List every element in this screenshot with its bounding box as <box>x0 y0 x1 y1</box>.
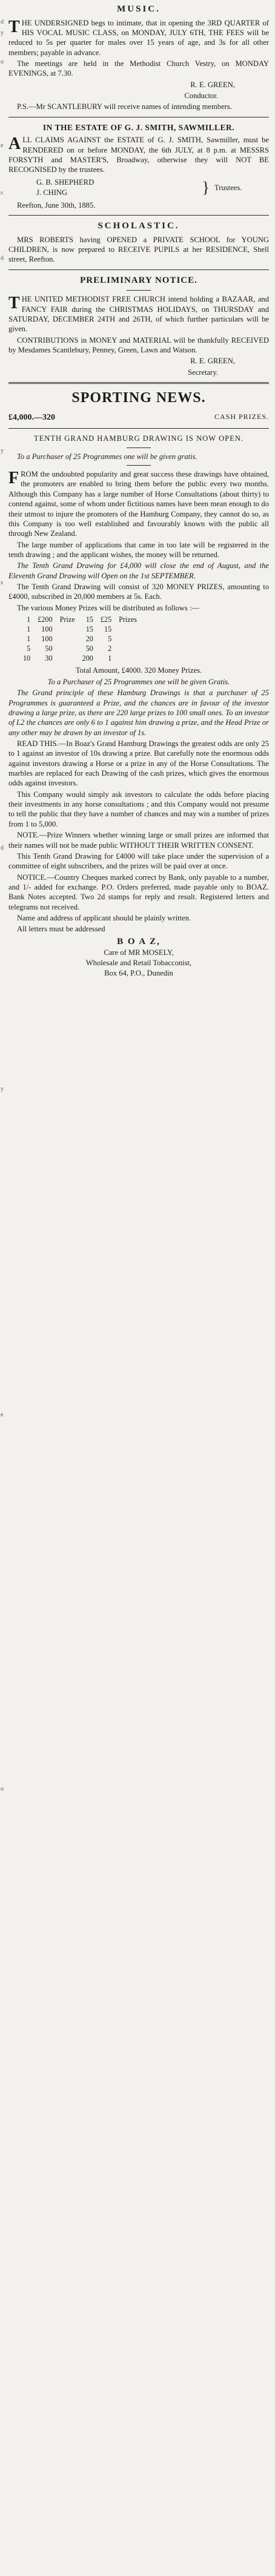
prize-headline <box>8 412 269 423</box>
prize-cell <box>56 654 79 664</box>
music-drop-cap: T <box>8 17 20 36</box>
gutter-mark: y <box>1 1086 4 1092</box>
notice-signature: R. E. GREEN, <box>190 357 235 366</box>
bazaar-notice <box>8 275 269 377</box>
prize-cell: 1 <box>27 615 31 624</box>
sporting-para: NOTE.—Prize Winners whether winning large or small prizes are informed that their names will not be made public WITHOUT THEIR WRITTEN CONSENT. <box>8 831 269 850</box>
prize-cell <box>56 644 79 654</box>
address-line: Care of MR MOSELY, <box>104 948 174 957</box>
divider <box>8 215 269 216</box>
prize-cell: £200 <box>38 615 53 624</box>
prize-cell: 5 <box>27 644 31 653</box>
sporting-para: Name and address of applicant should be plainly written. <box>17 914 191 923</box>
short-divider <box>127 465 151 466</box>
brace-glyph: } <box>202 178 210 196</box>
estate-notice <box>8 122 269 210</box>
prize-cell: 15 <box>85 625 93 634</box>
trustees-block <box>8 177 269 198</box>
address-block <box>8 936 269 979</box>
address-line: Box 64, P.O., Dunedin <box>104 969 173 978</box>
prize-cell <box>115 644 141 654</box>
prize-cell: 15 <box>85 615 93 624</box>
prize-cell: Prizes <box>119 615 137 624</box>
sporting-para <box>8 469 269 539</box>
prize-cell: 1 <box>27 625 31 634</box>
music-heading: MUSIC. <box>117 4 161 14</box>
gutter-mark: e <box>1 1412 4 1418</box>
gutter-mark: e <box>1 142 4 149</box>
notice-contributions: CONTRIBUTIONS in MONEY and MATERIAL will be thankfully RECEIVED by Mesdames Scantlebury, Penney, Green, Lawn and Watson. <box>8 335 269 354</box>
gutter-mark: y <box>1 447 4 454</box>
prize-cell <box>56 635 79 644</box>
sporting-para: The large number of applications that came in too late will be registered in the tenth drawing ; and the applicant wishes, the money will be returned. <box>8 540 269 559</box>
prize-cell: 1 <box>27 634 31 643</box>
divider <box>8 382 269 384</box>
gutter-mark: d <box>1 255 4 262</box>
gutter-mark: o <box>1 59 4 65</box>
gutter-mark: s <box>1 190 3 196</box>
notice-heading: PRELIMINARY NOTICE. <box>80 275 197 285</box>
prize-cell <box>115 654 141 664</box>
notice-body <box>8 294 269 334</box>
prize-cell: 50 <box>45 644 53 653</box>
music-signature: R. E. GREEN, <box>190 80 235 89</box>
left-gutter-fragments <box>1 4 7 1795</box>
prize-row <box>19 615 141 625</box>
short-divider <box>127 447 151 448</box>
sporting-para-text: ROM the undoubted popularity and great success these drawings have obtained, the promoters are enabled to bring them before the public every two months. Although this Company has a large number of Horse Consultations (about thirty) to contend against, some of whom under fictitious names have been mean enough to do their utmost to injure the promoters of the Hamburg Company, they cannot do so, as this Company is too well established and favourably known with the public all through New Zealand. <box>8 470 269 538</box>
newspaper-column <box>0 4 275 2576</box>
prize-cell: 30 <box>45 653 53 662</box>
prize-cell: £25 <box>100 615 112 624</box>
gutter-mark: y <box>1 30 4 36</box>
sporting-para: All letters must be addressed <box>17 925 105 934</box>
prize-cell <box>115 635 141 644</box>
estate-body-text: LL CLAIMS AGAINST the ESTATE of G. J. SMITH, Sawmiller, must be RENDERED on or before MONDAY, the 6th JULY, at 8 p.m. at MESSRS FORSYTH and MASTER'S, Broadway, otherwise they will NOT BE RECOGNISED by the trustees. <box>8 136 269 174</box>
sporting-para: The Tenth Grand Drawing for £4,000 will close the end of August, and the Eleventh Grand Drawing will Open on the 1st SEPTEMBER. <box>8 561 269 580</box>
prize-cell: 50 <box>85 644 93 653</box>
music-postscript: P.S.—Mr SCANTLEBURY will receive names of intending members. <box>17 102 232 111</box>
scholastic-heading: SCHOLASTIC. <box>98 221 180 231</box>
music-meetings: The meetings are held in the Methodist Church Vestry, on MONDAY EVENINGS, at 7.30. <box>8 59 269 78</box>
scholastic-advert <box>8 220 269 265</box>
prize-cell: 100 <box>41 625 53 634</box>
estate-dateline: Reefton, June 30th, 1885. <box>17 200 96 210</box>
draw-title: TENTH GRAND HAMBURG DRAWING IS NOW OPEN. <box>33 434 244 443</box>
prize-table <box>19 615 141 663</box>
prize-cell: 1 <box>108 653 112 662</box>
prize-cell: 2 <box>108 644 112 653</box>
offer-line: To a Purchaser of 25 Programmes one will be given gratis. <box>17 452 197 461</box>
prize-cell <box>56 625 79 635</box>
prize-row <box>19 625 141 635</box>
music-signature-role: Conductor. <box>184 91 218 101</box>
sporting-heading: SPORTING NEWS. <box>71 390 206 406</box>
gutter-mark: s <box>1 580 3 586</box>
prize-row <box>19 635 141 644</box>
trustees-label: Trustees. <box>214 183 242 192</box>
prize-cell: 200 <box>82 653 93 662</box>
prize-amount: £4,000.—320 <box>8 413 55 423</box>
sporting-para: READ THIS.—In Boaz's Grand Hamburg Drawings the greatest odds are only 25 to 1 against an investor of 10s drawing a prize. But carefully note the enormous odds against investors drawing a Horse or a prize in any of the Horse Consultations. The marbles are replaced for each Drawing of the cash prizes, which gives the enormous odds against investors. <box>8 739 269 788</box>
prize-cell: 20 <box>85 634 93 643</box>
prize-cell: 15 <box>104 625 112 634</box>
music-body <box>8 18 269 58</box>
prize-label: CASH PRIZES. <box>214 412 269 421</box>
address-line: Wholesale and Retail Tobacconist, <box>85 959 192 968</box>
trustee-names <box>8 177 202 198</box>
music-body-text: HE UNDERSIGNED begs to intimate, that in opening the 3RD QUARTER of HIS VOCAL MUSIC CLASS, on MONDAY, JULY 6TH, THE FEES will be reduced to 5s per quarter for males over 15 years of age, and 3s for all other members; payable in advance. <box>8 18 269 57</box>
prize-row <box>19 654 141 664</box>
sporting-drop-cap: F <box>8 469 19 488</box>
sporting-para: This Company would simply ask investors to calculate the odds before placing their investments in any horse consultations ; and this Company would not presume to tell the public that they have a number of chances and may win a number of prizes from 1 to 5,000. <box>8 790 269 828</box>
scholastic-body: MRS ROBERTS having OPENED a PRIVATE SCHOOL for YOUNG CHILDREN, is now prepared to RECEIVE PUPILS at her RESIDENCE, Shell street, Reefton. <box>8 235 269 264</box>
trustee-name: J. CHING <box>36 188 68 197</box>
offer-repeat: To a Purchaser of 25 Programmes one will be given Gratis. <box>47 677 230 686</box>
trustee-name: G. B. SHEPHERD <box>36 177 94 187</box>
divider <box>8 428 269 429</box>
prize-cell: 5 <box>108 634 112 643</box>
prize-cell: 100 <box>41 634 53 643</box>
sporting-para: The Tenth Grand Drawing will consist of 320 MONEY PRIZES, amounting to £4000, subscribed in 20,000 members at 5s. Each. <box>8 583 269 601</box>
sporting-para: This Tenth Grand Drawing for £4000 will take place under the supervision of a committee of eight subscribers, and the prizes will be paid over at once. <box>8 851 269 871</box>
divider <box>8 269 269 270</box>
sporting-para: The various Money Prizes will be distributed as follows :— <box>17 603 200 612</box>
estate-heading: IN THE ESTATE OF G. J. SMITH, SAWMILLER. <box>42 122 235 132</box>
addressee: B O A Z, <box>117 936 161 946</box>
sporting-news-advert <box>8 389 269 979</box>
sporting-para: NOTICE.—Country Cheques marked correct by Bank, only payable to a number, and 1/- added for exchange. P.O. Orders preferred, made payable only to BOAZ. Bank Notes accepted. Two 2d stamps for reply and result. Registered letters and telegrams not received. <box>8 873 269 911</box>
estate-body <box>8 135 269 174</box>
prize-total: Total Amount, £4000. 320 Money Prizes. <box>75 666 202 675</box>
gutter-mark: d <box>1 845 4 851</box>
gutter-mark: o <box>1 1786 4 1792</box>
notice-body-text: HE UNITED METHODIST FREE CHURCH intend holding a BAZAAR, and FANCY FAIR during the CHRISTMAS HOLIDAYS, on THURSDAY and SATURDAY, DECEMBER 24TH and 26TH, of which further particulars will be given. <box>8 295 269 334</box>
sporting-para: The Grand principle of these Hamburg Drawings is that a purchaser of 25 Programmes is guaranteed a Prize, and the chances are in favour of the investor drawing a large prize, as there are 220 large prizes to 100 small ones. To an investor of L2 the chances are only 6 to 1 against him drawing a prize, and the Head Prize or any other may be drawn by an investor of 1s. <box>8 689 269 737</box>
notice-drop-cap: T <box>8 294 20 313</box>
estate-drop-cap: A <box>8 134 21 154</box>
prize-table-body <box>19 615 141 663</box>
prize-cell: Prize <box>59 615 75 624</box>
gutter-mark: d <box>1 19 4 25</box>
music-advert <box>8 4 269 112</box>
short-divider <box>127 290 151 291</box>
prize-row <box>19 644 141 654</box>
prize-cell: 10 <box>23 653 31 662</box>
prize-cell <box>115 625 141 635</box>
notice-signature-role: Secretary. <box>188 368 218 377</box>
